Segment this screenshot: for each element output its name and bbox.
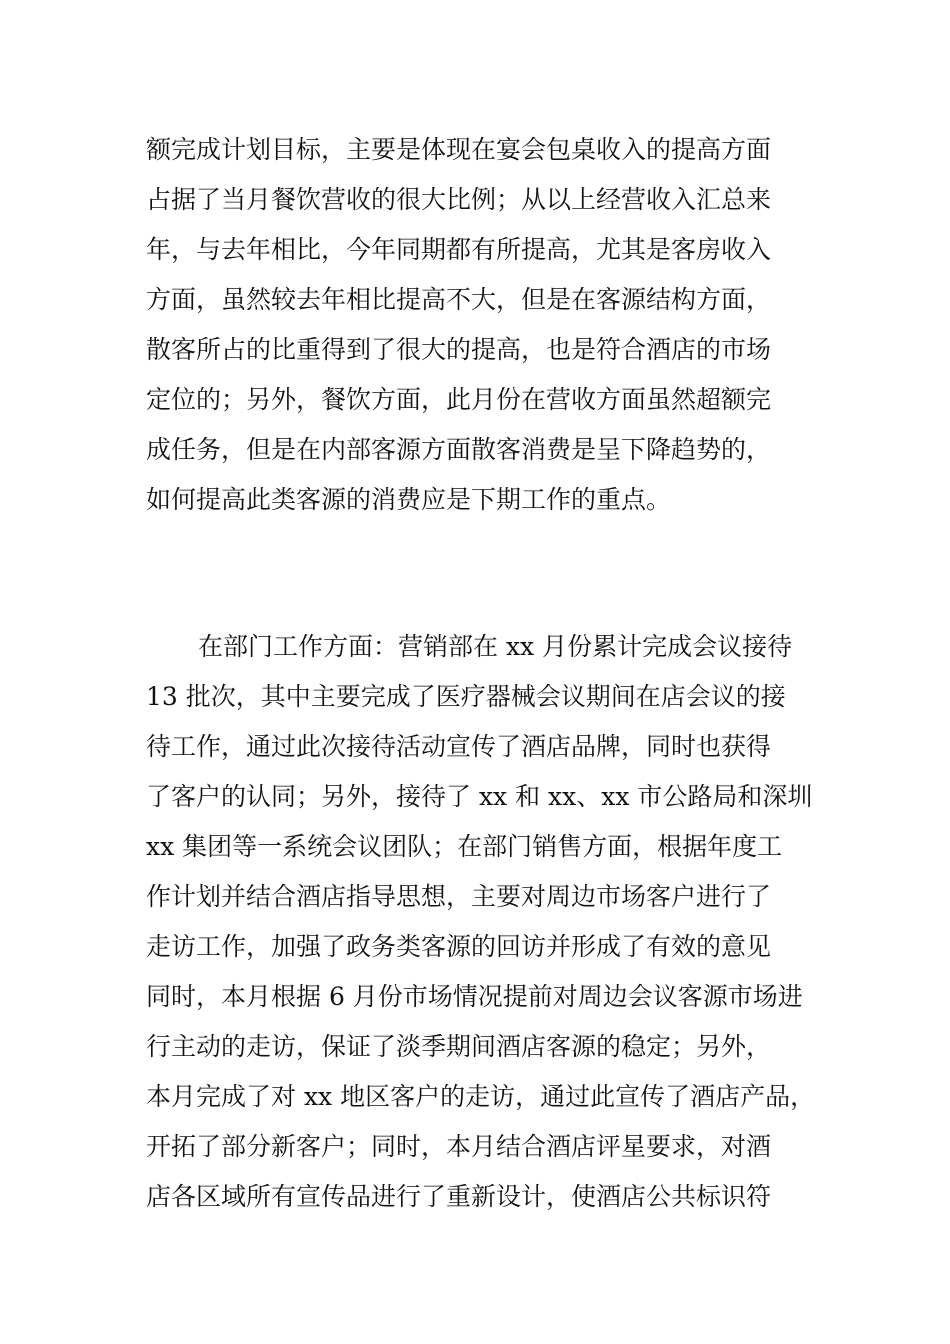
text-line: 在部门工作方面：营销部在 xx 月份累计完成会议接待 (198, 632, 793, 661)
text-line: 占据了当月餐饮营收的很大比例；从以上经营收入汇总来 (146, 185, 772, 214)
text-line: 本月完成了对 xx 地区客户的走访，通过此宣传了酒店产品， (146, 1082, 816, 1111)
text-line: 定位的；另外，餐饮方面，此月份在营收方面虽然超额完 (146, 385, 772, 414)
text-line: 了客户的认同；另外，接待了 xx 和 xx、xx 市公路局和深圳 (146, 782, 813, 811)
paragraph-department-work (146, 622, 826, 1222)
text-line: 如何提高此类客源的消费应是下期工作的重点。 (146, 485, 672, 514)
text-line: 待工作，通过此次接待活动宣传了酒店品牌，同时也获得 (146, 732, 772, 761)
text-line: 作计划并结合酒店指导思想，主要对周边市场客户进行了 (146, 882, 772, 911)
text-line: 行主动的走访，保证了淡季期间酒店客源的稳定；另外， (146, 1032, 772, 1061)
text-line: 走访工作，加强了政务类客源的回访并形成了有效的意见 (146, 932, 772, 961)
text-line: 13 批次，其中主要完成了医疗器械会议期间在店会议的接 (146, 682, 786, 711)
text-line: 方面，虽然较去年相比提高不大，但是在客源结构方面， (146, 285, 772, 314)
text-line: 年，与去年相比，今年同期都有所提高，尤其是客房收入 (146, 235, 772, 264)
text-line: 开拓了部分新客户；同时，本月结合酒店评星要求，对酒 (146, 1132, 772, 1161)
text-line: xx 集团等一系统会议团队；在部门销售方面，根据年度工 (146, 832, 783, 861)
text-line: 额完成计划目标，主要是体现在宴会包桌收入的提高方面 (146, 135, 772, 164)
text-line: 同时，本月根据 6 月份市场情况提前对周边会议客源市场进 (146, 982, 803, 1011)
paragraph-revenue-summary (146, 125, 826, 525)
text-line: 成任务，但是在内部客源方面散客消费是呈下降趋势的， (146, 435, 772, 464)
text-line: 散客所占的比重得到了很大的提高，也是符合酒店的市场 (146, 335, 772, 364)
text-line: 店各区域所有宣传品进行了重新设计，使酒店公共标识符 (146, 1182, 772, 1211)
